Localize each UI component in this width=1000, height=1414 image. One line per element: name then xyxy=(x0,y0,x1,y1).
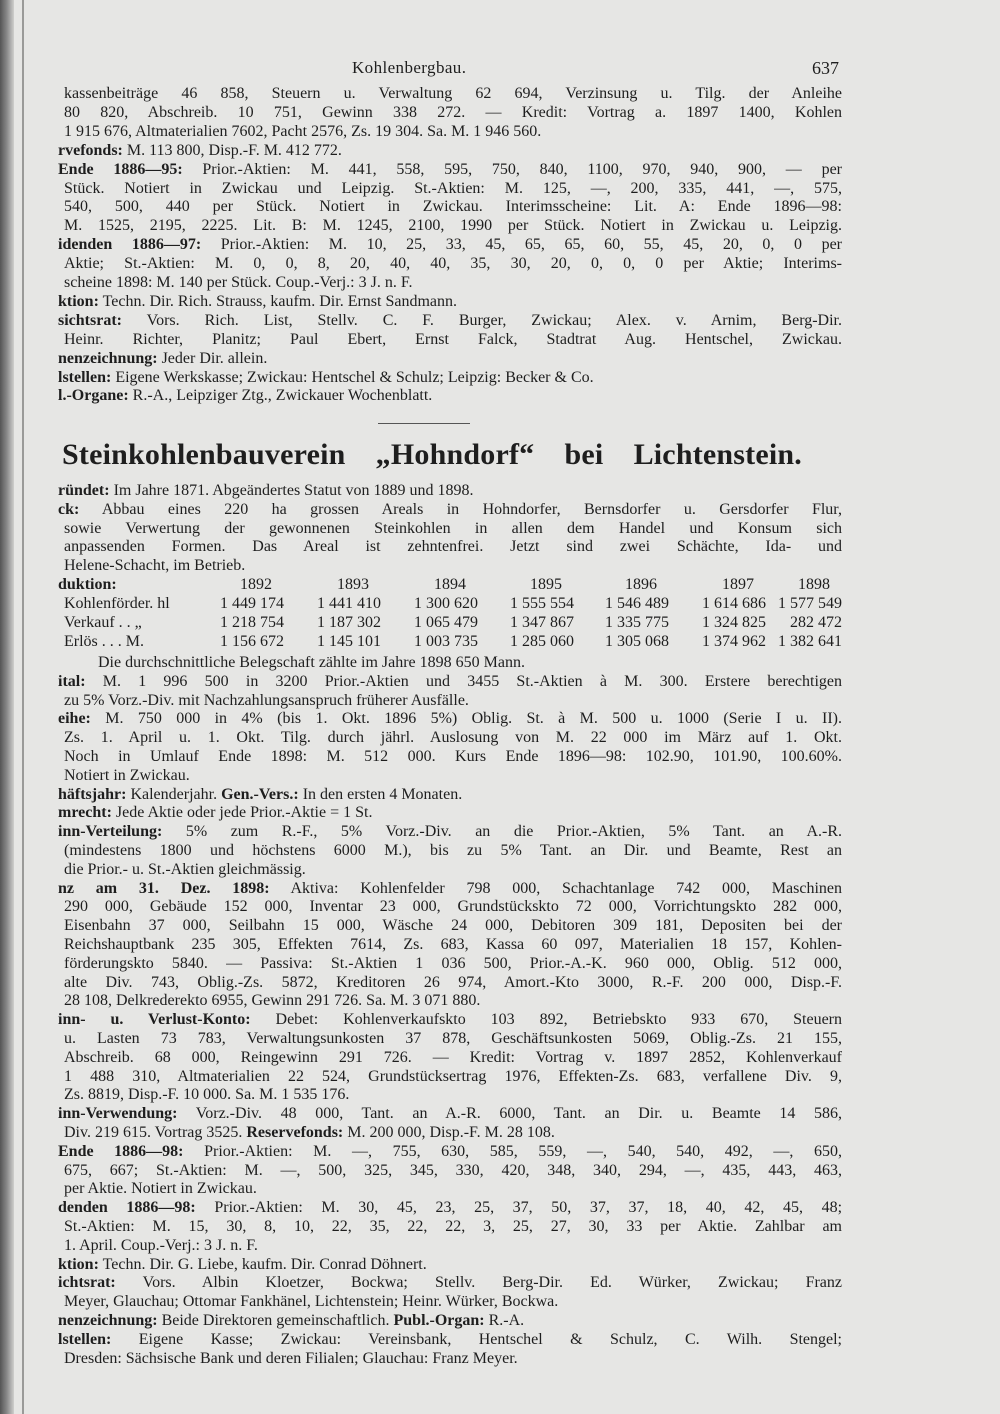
entry-text: Noch in Umlauf Ende 1898: M. 512 000. Kurs Ende 1896—98: 102.90, 101.90, 100.60%. xyxy=(64,748,842,765)
entry-text: Prior.-Aktien: M. 30, 45, 23, 25, 37, 50, 37, 37, 18, 40, 42, 45, 48; xyxy=(195,1199,842,1217)
year-header: 1897 xyxy=(722,576,754,593)
text-line xyxy=(64,519,842,538)
text-line xyxy=(64,216,842,235)
year-header: 1896 xyxy=(625,576,657,593)
row-label: Verkauf . . „ xyxy=(64,613,142,631)
entry-text: Reichshauptbank 235 305, Effekten 7614, Zs. 683, Kassa 60 097, Materialien 18 157, Kohlen- xyxy=(64,936,842,953)
text-line xyxy=(58,311,842,330)
text-line xyxy=(64,1236,842,1255)
entry-text: Meyer, Glauchau; Ottomar Fankhänel, Lichtenstein; Heinr. Würker, Bockwa. xyxy=(64,1293,559,1311)
text-line xyxy=(58,879,842,898)
entry-text: Abschreib. 68 000, Reingewinn 291 726. — Kredit: Vortrag v. 1897 2852, Kohlenverkauf xyxy=(64,1048,842,1066)
text-line xyxy=(58,803,842,822)
entry-text: Vors. Albin Kloetzer, Bockwa; Stellv. Berg-Dir. Ed. Würker, Zwickau; Franz xyxy=(115,1274,842,1292)
text-line xyxy=(64,991,842,1010)
table-row xyxy=(58,594,848,613)
table-cell: 1 441 410 xyxy=(317,595,381,612)
table-cell: 1 300 620 xyxy=(414,595,478,612)
entry-text: M. 113 800, Disp.-F. M. 412 772. xyxy=(122,141,342,159)
table-cell: 1 555 554 xyxy=(510,595,574,612)
text-line xyxy=(64,273,842,292)
entry-label: ital: xyxy=(58,672,86,690)
year-header: 1892 xyxy=(240,576,272,593)
entry-text: Aktiva: Kohlenfelder 798 000, Schachtanlage 742 000, Maschinen xyxy=(269,879,842,897)
table-cell: 1 065 479 xyxy=(414,613,478,631)
entry-text: 540, 500, 440 per Stück. Notiert in Zwickau. Interimsscheine: Lit. A: Ende 1896—98: xyxy=(64,198,842,216)
table-cell: 1 187 302 xyxy=(317,613,381,631)
entry-label: Publ.-Organ: xyxy=(393,1312,485,1329)
table-cell: 1 335 775 xyxy=(605,613,669,631)
entry-text: per Aktie. Notiert in Zwickau. xyxy=(64,1180,257,1198)
entry-label: denden 1886—98: xyxy=(58,1199,196,1217)
entry-text: In den ersten 4 Monaten. xyxy=(298,785,463,803)
text-line xyxy=(58,160,842,179)
text-line xyxy=(64,537,842,556)
entry-label: Ende 1886—95: xyxy=(58,160,183,178)
text-line xyxy=(58,1311,842,1330)
text-line xyxy=(64,766,842,785)
text-line xyxy=(58,1330,842,1349)
entry-text: Dresden: Sächsische Bank und deren Filialen; Glauchau: Franz Meyer. xyxy=(64,1349,518,1367)
entry-text: 80 820, Abschreib. 10 751, Gewinn 338 272. — Kredit: Vortrag a. 1897 1400, Kohlen xyxy=(64,103,842,121)
entry-text: Vorz.-Div. 48 000, Tant. an A.-R. 6000, Tant. an Dir. u. Beamte 14 586, xyxy=(177,1105,842,1123)
text-line xyxy=(58,1104,842,1123)
entry-text: Techn. Dir. Rich. Strauss, kaufm. Dir. Ernst Sandmann. xyxy=(98,292,458,310)
entry-label: ck: xyxy=(58,500,80,518)
text-line xyxy=(64,973,842,992)
text-line xyxy=(64,84,842,103)
text-line xyxy=(64,1067,842,1086)
text-line xyxy=(58,1255,842,1274)
running-header xyxy=(0,58,1000,80)
text-line xyxy=(58,386,842,405)
text-line xyxy=(64,556,842,575)
table-cell: 1 003 735 xyxy=(414,632,478,650)
entry-label: idenden 1886—97: xyxy=(58,236,202,254)
table-cell: 1 374 962 xyxy=(702,632,766,650)
entry-label: Ende 1886—98: xyxy=(58,1142,184,1160)
text-line xyxy=(64,330,842,349)
text-line xyxy=(58,822,842,841)
entry-text: Jede Aktie oder jede Prior.-Aktie = 1 St. xyxy=(111,804,373,822)
table-row xyxy=(58,613,848,632)
row-label: Erlös . . . M. xyxy=(64,632,144,650)
entry-label: ktion: xyxy=(58,292,99,310)
entry-text: sowie Verwertung der gewonnenen Steinkohlen in allen dem Handel und Konsum sich xyxy=(64,519,842,537)
entry-text: Prior.-Aktien: M. 441, 558, 595, 750, 840, 1100, 970, 940, 900, — per xyxy=(182,160,842,178)
year-header: 1898 xyxy=(798,576,830,593)
entry-label: inn-Verwendung: xyxy=(58,1105,178,1123)
text-line xyxy=(58,1010,842,1029)
text-line xyxy=(64,860,842,879)
text-line xyxy=(58,785,842,804)
entry-label: Gen.-Vers.: xyxy=(221,785,299,803)
text-line xyxy=(58,292,842,311)
entry-text: Zs. 8819, Disp.-F. 10 000. Sa. M. 1 535 176. xyxy=(64,1086,350,1104)
entry-label: mrecht: xyxy=(58,804,112,822)
entry-text: Beide Direktoren gemeinschaftlich. xyxy=(157,1312,394,1329)
text-line xyxy=(64,935,842,954)
entry-text: 1. April. Coup.-Verj.: 3 J. n. F. xyxy=(64,1236,258,1254)
text-line xyxy=(64,179,842,198)
entry-text: Zs. 1. April u. 1. Okt. Tilg. durch jährl. Auslosung von M. 22 000 im März auf 1. Okt. xyxy=(64,729,842,747)
table-label: duktion: xyxy=(58,576,117,593)
text-line xyxy=(64,1029,842,1048)
entry-text: Im Jahre 1871. Abgeändertes Statut von 1889 und 1898. xyxy=(109,482,474,499)
table-cell: 282 472 xyxy=(790,613,842,631)
entry-label: ründet: xyxy=(58,482,110,499)
text-line xyxy=(64,1048,842,1067)
entry-text: Prior.-Aktien: M. —, 755, 630, 585, 559, —, 540, 540, 492, —, 650, xyxy=(183,1142,842,1160)
table-header-row xyxy=(58,575,848,594)
entry-text: die Prior.- u. St.-Aktien gleichmässig. xyxy=(64,860,306,878)
table-cell: 1 145 101 xyxy=(317,632,381,650)
entry-text: 290 000, Gebäude 152 000, Inventar 23 000, Grundstückskto 72 000, Vorrichtungskto 282 000, xyxy=(64,898,842,916)
text-line xyxy=(64,691,842,710)
table-cell: 1 324 825 xyxy=(702,613,766,631)
table-cell: 1 305 068 xyxy=(605,632,669,650)
entry-text: Techn. Dir. G. Liebe, kaufm. Dir. Conrad Döhnert. xyxy=(98,1255,427,1273)
text-line xyxy=(64,122,842,141)
text-line xyxy=(64,841,842,860)
text-line xyxy=(58,672,842,691)
entry-label: Reservefonds: xyxy=(246,1124,344,1141)
text-line xyxy=(58,1198,842,1217)
entry-text: Debet: Kohlenverkaufskto 103 892, Betriebskto 933 670, Steuern xyxy=(250,1011,842,1029)
entry-text: Eigene Kasse; Zwickau: Vereinsbank, Hentschel & Schulz, C. Wilh. Stengel; xyxy=(111,1330,842,1348)
year-header: 1893 xyxy=(337,576,369,593)
entry-label: nenzeichnung: xyxy=(58,1312,158,1329)
entry-text: 5% zum R.-F., 5% Vorz.-Div. an die Prior.-Aktien, 5% Tant. an A.-R. xyxy=(162,823,842,841)
entry-text: Stück. Notiert in Zwickau und Leipzig. St.-Aktien: M. 125, —, 200, 335, 441, —, 575, xyxy=(64,179,842,197)
entry-text: 675, 667; St.-Aktien: M. —, 500, 325, 345, 330, 420, 348, 340, 294, —, 435, 443, 463, xyxy=(64,1161,842,1179)
entry-text: M. 750 000 in 4% (bis 1. Okt. 1896 5%) Oblig. St. à M. 500 u. 1000 (Serie I u. II). xyxy=(90,710,842,728)
entry-text: R.-A. xyxy=(484,1312,525,1329)
entry-text: zu 5% Vorz.-Div. mit Nachzahlungsanspruch früherer Ausfälle. xyxy=(64,691,469,709)
text-line xyxy=(64,1349,842,1368)
text-line xyxy=(58,481,842,500)
text-line xyxy=(58,1142,842,1161)
text-line xyxy=(64,1085,842,1104)
entry-label: ktion: xyxy=(58,1255,99,1273)
entry-label: sichtsrat: xyxy=(58,311,122,329)
page-binding-shadow xyxy=(0,0,14,1414)
entry-label: häftsjahr: xyxy=(58,785,127,803)
text-line xyxy=(64,1217,842,1236)
entry-label: nz am 31. Dez. 1898: xyxy=(58,879,270,897)
entry-text: 1 488 310, Altmaterialien 22 524, Grundstücksertrag 1976, Effekten-Zs. 683, verfallene Div. 9, xyxy=(64,1067,842,1085)
entry-text: Aktie; St.-Aktien: M. 0, 0, 8, 20, 40, 40, 35, 30, 20, 0, 0, 0 per Aktie; Interims- xyxy=(64,255,842,273)
table-cell: 1 449 174 xyxy=(220,595,284,612)
entry-text: Die durchschnittliche Belegschaft zählte im Jahre 1898 650 Mann. xyxy=(98,654,525,671)
text-line xyxy=(64,954,842,973)
entry-text: anpassenden Formen. Das Areal ist zehntenfrei. Jetzt sind zwei Schächte, Ida- und xyxy=(64,538,842,556)
text-line xyxy=(64,1123,842,1142)
row-label: Kohlenförder. hl xyxy=(64,595,170,612)
entry-text: R.-A., Leipziger Ztg., Zwickauer Wochenblatt. xyxy=(128,387,433,405)
entry-text: St.-Aktien: M. 15, 30, 8, 10, 22, 35, 22, 22, 3, 25, 27, 30, 33 per Aktie. Zahlbar am xyxy=(64,1218,842,1235)
page-number: 637 xyxy=(812,58,839,78)
table-cell: 1 156 672 xyxy=(220,632,284,650)
entry-text: Div. 219 615. Vortrag 3525. xyxy=(64,1124,247,1141)
entry-text: Vors. Rich. List, Stellv. C. F. Burger, Zwickau; Alex. v. Arnim, Berg-Dir. xyxy=(121,311,842,329)
table-cell: 1 218 754 xyxy=(220,613,284,631)
table-row xyxy=(58,632,848,651)
entry-text: Helene-Schacht, im Betrieb. xyxy=(64,557,246,575)
entry-text: Eisenbahn 37 000, Seilbahn 15 000, Wäsche 24 000, Debitoren 309 181, Depositen bei der xyxy=(64,917,842,935)
year-header: 1894 xyxy=(434,576,466,593)
text-line xyxy=(58,1273,842,1292)
section-divider xyxy=(378,423,470,424)
entry-text: (mindestens 1800 und höchstens 6000 M.), bis zu 5% Tant. an Dir. und Beamte, Rest an xyxy=(64,842,842,859)
text-line xyxy=(64,254,842,273)
text-line xyxy=(64,1179,842,1198)
entry-text: alte Div. 743, Oblig.-Zs. 5872, Kreditoren 26 974, Amort.-Kto 3000, R.-F. 200 000, Disp.-F. xyxy=(64,973,842,991)
table-cell: 1 577 549 xyxy=(778,595,842,612)
text-line xyxy=(64,103,842,122)
entry-label: inn-Verteilung: xyxy=(58,823,163,841)
text-line xyxy=(64,197,842,216)
text-line xyxy=(58,141,842,160)
entry-text: kassenbeiträge 46 858, Steuern u. Verwaltung 62 694, Verzinsung u. Tilg. der Anleihe xyxy=(64,85,842,102)
table-cell: 1 285 060 xyxy=(510,632,574,650)
table-cell: 1 546 489 xyxy=(605,595,669,612)
entry-text: Kalenderjahr. xyxy=(126,785,222,803)
entry-text: M. 1 996 500 in 3200 Prior.-Aktien und 3455 St.-Aktien à M. 300. Erstere berechtigen xyxy=(85,672,842,690)
entry-text: förderungskto 5840. — Passiva: St.-Aktien 1 036 500, Prior.-A.-K. 960 000, Oblig. 512 000, xyxy=(64,954,842,972)
entry-text: M. 200 000, Disp.-F. M. 28 108. xyxy=(343,1124,555,1141)
table-cell: 1 614 686 xyxy=(702,595,766,612)
text-line xyxy=(58,500,842,519)
entry-text: Heinr. Richter, Planitz; Paul Ebert, Ernst Falck, Stadtrat Aug. Hentschel, Zwickau. xyxy=(64,330,842,348)
entry-text: M. 1525, 2195, 2225. Lit. B: M. 1245, 2100, 1990 per Stück. Notiert in Zwickau u. Leipzig. xyxy=(64,217,842,235)
text-line xyxy=(58,235,842,254)
entry-text: Eigene Werkskasse; Zwickau: Hentschel & Schulz; Leipzig: Becker & Co. xyxy=(111,368,594,386)
entry-text: scheine 1898: M. 140 per Stück. Coup.-Verj.: 3 J. n. F. xyxy=(64,274,413,291)
text-line xyxy=(64,916,842,935)
text-line xyxy=(98,653,842,672)
entry-label: l.-Organe: xyxy=(58,387,129,405)
page-fold-line xyxy=(22,0,24,1414)
text-line xyxy=(64,1292,842,1311)
entry-text: 28 108, Delkrederekto 6955, Gewinn 291 726. Sa. M. 3 071 880. xyxy=(64,992,481,1010)
text-line xyxy=(64,1161,842,1180)
text-line xyxy=(64,747,842,766)
entry-label: ichtsrat: xyxy=(58,1274,116,1292)
text-line xyxy=(58,349,842,368)
entry-label: eihe: xyxy=(58,710,91,728)
table-cell: 1 347 867 xyxy=(510,613,574,631)
entry-text: Notiert in Zwickau. xyxy=(64,766,190,784)
entry-label: nenzeichnung: xyxy=(58,349,158,367)
entry-text: 1 915 676, Altmaterialien 7602, Pacht 2576, Zs. 19 304. Sa. M. 1 946 560. xyxy=(64,122,542,140)
text-line xyxy=(58,368,842,387)
entry-text: Jeder Dir. allein. xyxy=(157,349,268,367)
entry-label: rvefonds: xyxy=(58,141,123,159)
table-cell: 1 382 641 xyxy=(778,632,842,650)
entry-label: lstellen: xyxy=(58,1330,112,1348)
running-title: Kohlenbergbau. xyxy=(352,58,467,77)
entry-text: Abbau eines 220 ha grossen Areals in Hohndorfer, Bernsdorfer u. Gersdorfer Flur, xyxy=(79,500,842,518)
section-title: Steinkohlenbauverein „Hohndorf“ bei Lichtenstein. xyxy=(62,438,802,471)
year-header: 1895 xyxy=(530,576,562,593)
text-line xyxy=(64,728,842,747)
entry-text: Prior.-Aktien: M. 10, 25, 33, 45, 65, 65, 60, 55, 45, 20, 0, 0 per xyxy=(201,236,842,254)
text-line xyxy=(58,709,842,728)
entry-label: inn- u. Verlust-Konto: xyxy=(58,1011,251,1029)
entry-label: lstellen: xyxy=(58,368,112,386)
text-line xyxy=(64,897,842,916)
entry-text: u. Lasten 73 783, Verwaltungsunkosten 37 878, Geschäftsunkosten 5069, Oblig.-Zs. 21 155, xyxy=(64,1030,842,1047)
